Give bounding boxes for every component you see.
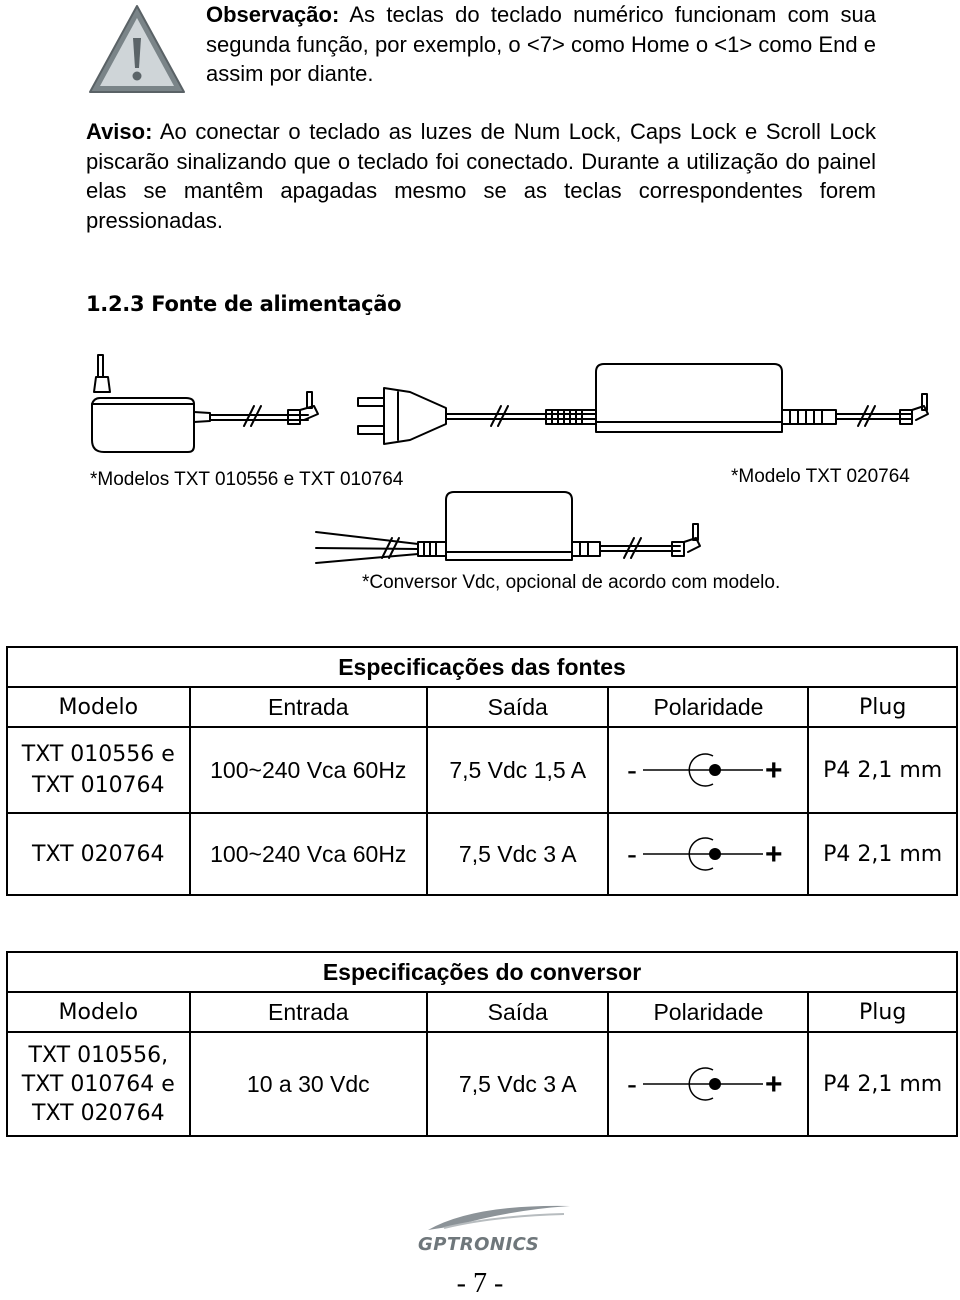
model-line: TXT 010764 e — [21, 1071, 175, 1097]
input-value: 10 a 30 Vdc — [190, 1032, 427, 1136]
page-number: - 7 - — [456, 1268, 504, 1299]
observation-note — [206, 0, 876, 89]
header-plug: Plug — [808, 992, 957, 1032]
header-modelo: Modelo — [7, 992, 190, 1032]
header-polaridade: Polaridade — [608, 687, 808, 727]
warning-triangle-icon — [86, 2, 188, 96]
observation-text: As teclas do teclado numérico funcionam com sua segunda função, por exemplo, o <7> como Home o <1> como End e assim por diante. — [206, 2, 876, 86]
polarity-minus: - — [627, 838, 638, 871]
sources-spec-table — [6, 646, 958, 896]
plug-value: P4 2,1 mm — [808, 1032, 957, 1136]
section-title: 1.2.3 Fonte de alimentação — [86, 292, 402, 316]
polarity-plus: + — [765, 1068, 783, 1101]
observation-label: Observação: — [206, 2, 340, 27]
caption-converter: *Conversor Vdc, opcional de acordo com modelo. — [362, 572, 781, 593]
gptronics-logo — [414, 1200, 576, 1256]
model-line: TXT 010556, — [28, 1042, 169, 1068]
header-modelo: Modelo — [7, 687, 190, 727]
input-value: 100~240 Vca 60Hz — [190, 813, 427, 895]
aviso-text: Ao conectar o teclado as luzes de Num Lock, Caps Lock e Scroll Lock piscarão sinalizando que o teclado foi conectado. Durante a utilização do painel elas se mantêm apagadas mesmo se as teclas correspondentes forem pressionadas. — [86, 119, 876, 233]
polarity-minus: - — [627, 754, 638, 787]
converter-image — [316, 492, 700, 563]
polarity-plus: + — [765, 754, 783, 787]
header-polaridade: Polaridade — [608, 992, 808, 1032]
header-saida: Saída — [427, 687, 609, 727]
header-entrada: Entrada — [190, 992, 427, 1032]
model-line: TXT 010556 e — [21, 742, 175, 767]
converter-spec-table — [6, 951, 958, 1137]
aviso-label: Aviso: — [86, 119, 153, 144]
external-adapter-image — [358, 364, 928, 444]
polarity-diagram-icon — [623, 750, 793, 790]
model-line: TXT 010764 — [32, 773, 165, 798]
header-plug: Plug — [808, 687, 957, 727]
polarity-symbol — [608, 1032, 808, 1136]
polarity-plus: + — [765, 838, 783, 871]
caption-models-1: *Modelos TXT 010556 e TXT 010764 — [90, 469, 404, 490]
wall-adapter-image — [92, 355, 318, 452]
model-line: TXT 020764 — [7, 813, 190, 895]
warning-note — [86, 117, 876, 235]
plug-value: P4 2,1 mm — [808, 813, 957, 895]
output-value: 7,5 Vdc 3 A — [427, 1032, 609, 1136]
table-row-model — [7, 727, 190, 813]
plug-value: P4 2,1 mm — [808, 727, 957, 813]
caption-model-2: *Modelo TXT 020764 — [731, 466, 910, 487]
output-value: 7,5 Vdc 1,5 A — [427, 727, 609, 813]
logo-text: GPTRONICS — [418, 1234, 540, 1255]
model-line: TXT 020764 — [32, 1100, 165, 1126]
sources-table-title: Especificações das fontes — [7, 647, 957, 687]
input-value: 100~240 Vca 60Hz — [190, 727, 427, 813]
polarity-diagram-icon — [623, 1064, 793, 1104]
converter-table-title: Especificações do conversor — [7, 952, 957, 992]
polarity-symbol — [608, 727, 808, 813]
polarity-diagram-icon — [623, 834, 793, 874]
polarity-symbol — [608, 813, 808, 895]
polarity-minus: - — [627, 1068, 638, 1101]
table-row-model — [7, 1032, 190, 1136]
output-value: 7,5 Vdc 3 A — [427, 813, 609, 895]
header-saida: Saída — [427, 992, 609, 1032]
header-entrada: Entrada — [190, 687, 427, 727]
